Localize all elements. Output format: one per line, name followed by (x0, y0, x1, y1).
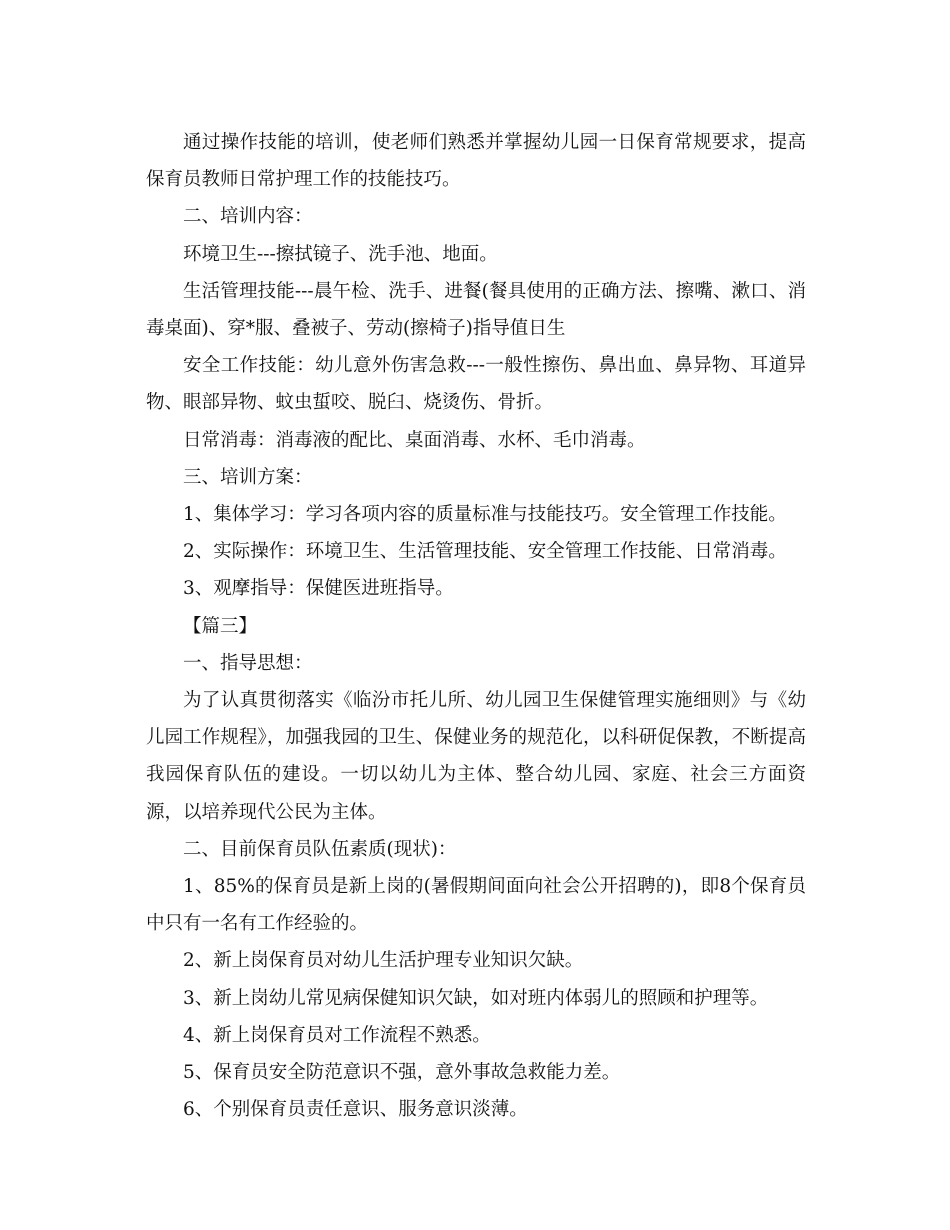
heading-training-plan: 三、培训方案： (183, 466, 313, 488)
paragraph-guiding-idea: 为了认真贯彻落实《临汾市托儿所、幼儿园卫生保健管理实施细则》与《幼儿园工作规程》，加强我园的卫生、保健业务的规范化，以科研促保教，不断提高我园保育队伍的建设。一切以幼儿为主体、整合幼儿园、家庭、社会三方面资源，以培养现代公民为主体。 (146, 690, 806, 823)
list-item-status-2: 2、新上岗保育员对幼儿生活护理专业知识欠缺。 (183, 950, 584, 972)
list-item-plan-3: 3、观摩指导：保健医进班指导。 (183, 578, 454, 600)
paragraph-life-management: 生活管理技能---晨午检、洗手、进餐(餐具使用的正确方法、擦嘴、漱口、消毒桌面)、穿*服、叠被子、劳动(擦椅子)指导值日生 (146, 280, 806, 340)
document-body (146, 124, 806, 1128)
heading-training-content: 二、培训内容： (183, 206, 313, 228)
section-title-part-three: 【篇三】 (183, 615, 258, 637)
heading-guiding-idea: 一、指导思想： (183, 652, 313, 674)
list-item-status-3: 3、新上岗幼儿常见病保健知识欠缺，如对班内体弱儿的照顾和护理等。 (183, 987, 769, 1009)
list-item-status-6: 6、个别保育员责任意识、服务意识淡薄。 (183, 1099, 528, 1121)
list-item-status-4: 4、新上岗保育员对工作流程不熟悉。 (183, 1024, 491, 1046)
list-item-plan-2: 2、实际操作：环境卫生、生活管理技能、安全管理工作技能、日常消毒。 (183, 541, 787, 563)
paragraph-training-purpose: 通过操作技能的培训，使老师们熟悉并掌握幼儿园一日保育常规要求，提高保育员教师日常护理工作的技能技巧。 (146, 132, 806, 191)
heading-current-status: 二、目前保育员队伍素质(现状)： (183, 838, 457, 860)
list-item-status-1: 1、85%的保育员是新上岗的(暑假期间面向社会公开招聘的)，即8个保育员中只有一名有工作经验的。 (146, 876, 806, 935)
paragraph-environment-hygiene: 环境卫生---擦拭镜子、洗手池、地面。 (183, 243, 498, 265)
paragraph-daily-disinfection: 日常消毒：消毒液的配比、桌面消毒、水杯、毛巾消毒。 (183, 429, 646, 451)
paragraph-safety-skills: 安全工作技能：幼儿意外伤害急救---一般性擦伤、鼻出血、鼻异物、耳道异物、眼部异物、蚊虫蜇咬、脱臼、烧烫伤、骨折。 (146, 355, 806, 414)
list-item-plan-1: 1、集体学习：学习各项内容的质量标准与技能技巧。安全管理工作技能。 (183, 504, 787, 526)
list-item-status-5: 5、保育员安全防范意识不强，意外事故急救能力差。 (183, 1062, 621, 1084)
